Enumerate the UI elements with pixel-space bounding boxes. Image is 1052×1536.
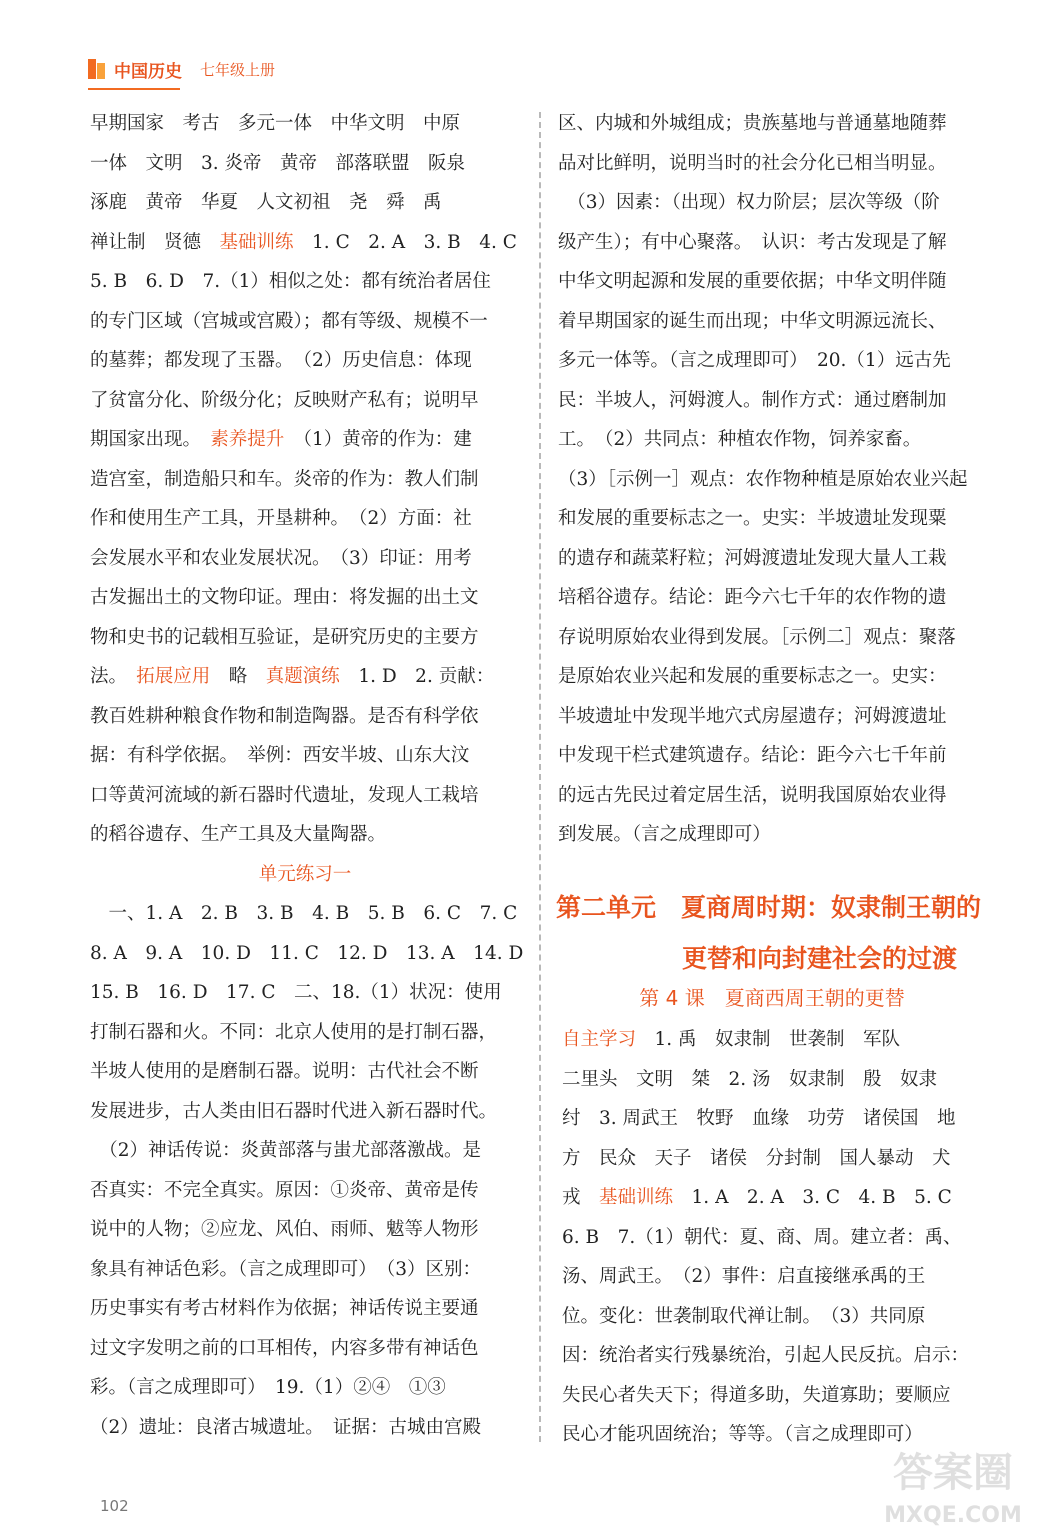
text-line	[558, 657, 990, 697]
text-segment: 说中的人物；②应龙、风伯、雨师、魃等人物形	[90, 1219, 479, 1240]
text-line	[562, 1139, 992, 1179]
exercise-heading: 单元练习一	[258, 863, 352, 885]
text-line	[90, 697, 520, 737]
text-line	[558, 183, 990, 223]
text-segment: 1. C 2. A 3. B 4. C	[293, 231, 517, 253]
text-segment: 到发展。（言之成理即可）	[558, 824, 771, 845]
text-segment: 半坡人使用的是磨制石器。说明：古代社会不断	[90, 1061, 479, 1082]
text-segment: 方 民众 天子 诸侯 分封制 国人暴动 犬	[562, 1147, 951, 1169]
text-line	[558, 815, 990, 855]
text-line	[558, 460, 990, 500]
text-segment: 半坡遗址中发现半地穴式房屋遗存；河姆渡遗址	[558, 705, 947, 727]
text-segment: 了贫富分化、阶级分化；反映财产私有；说明早	[90, 389, 479, 411]
text-segment: 一体 文明 3. 炎帝 黄帝 部落联盟 阪泉	[90, 152, 466, 174]
text-segment: 的稻谷遗存、生产工具及大量陶器。	[90, 824, 387, 845]
text-segment: 教百姓耕种粮食作物和制造陶器。是否有科学依	[90, 705, 479, 727]
text-line	[90, 420, 520, 460]
text-line	[562, 1376, 992, 1416]
text-segment: 作和使用生产工具，开垦耕种。 （2）方面：社	[90, 508, 472, 529]
text-segment: 培稻谷遗存。结论：距今六七千年的农作物的遗	[558, 587, 947, 608]
text-line	[90, 183, 520, 223]
section-tag: 基础训练	[599, 1187, 674, 1208]
text-segment: 汤、周武王。 （2）事件：启直接继承禹的王	[562, 1266, 926, 1287]
section-tag: 拓展应用	[136, 666, 211, 687]
text-segment: 多元一体等。（言之成理即可） 20.（1）远古先	[558, 350, 951, 371]
text-segment: 的墓葬；都发现了玉器。 （2）历史信息：体现	[90, 350, 472, 371]
text-segment: 1. 禹 奴隶制 世袭制 军队	[636, 1029, 901, 1050]
text-line	[90, 815, 520, 855]
text-segment: 的远古先民过着定居生活，说明我国原始农业得	[558, 784, 947, 806]
text-segment: 期国家出现。	[90, 429, 211, 450]
text-segment: 造宫室，制造船只和车。炎帝的作为：教人们制	[90, 468, 479, 490]
text-line	[90, 1052, 520, 1092]
text-line	[558, 539, 990, 579]
text-line	[558, 381, 990, 421]
text-line	[558, 736, 990, 776]
text-segment: 纣 3. 周武王 牧野 血缘 功劳 诸侯国 地	[562, 1108, 956, 1129]
text-segment: 的专门区域（宫城或宫殿）；都有等级、规模不一	[90, 310, 488, 332]
text-segment: 中华文明起源和发展的重要依据；中华文明伴随	[558, 271, 947, 292]
watermark-logo	[878, 1438, 1028, 1530]
unit-title-line1: 第二单元 夏商周时期：奴隶制王朝的	[556, 893, 982, 922]
text-segment: 的遗存和蔬菜籽粒；河姆渡遗址发现大量人工栽	[558, 547, 947, 569]
text-line	[558, 697, 990, 737]
section-tag: 真题演练	[265, 666, 340, 687]
text-line	[90, 657, 520, 697]
text-segment: 会发展水平和农业发展状况。 （3）印证：用考	[90, 547, 472, 569]
text-line	[90, 934, 524, 974]
text-line	[562, 1178, 992, 1218]
text-segment: 因：统治者实行残暴统治，引起人民反抗。启示：	[562, 1345, 970, 1366]
text-segment: 据：有科学依据。 举例：西安半坡、山东大汶	[90, 745, 470, 766]
section-tag: 基础训练	[219, 231, 294, 253]
watermark-domain: MXQE.COM	[884, 1503, 1022, 1528]
text-line	[90, 1289, 520, 1329]
text-line	[562, 1336, 992, 1376]
text-line	[90, 776, 520, 816]
text-segment: 级产生）；有中心聚落。 认识：考古发现是了解	[558, 231, 947, 253]
text-line	[562, 1218, 992, 1258]
page-number: 102	[100, 1497, 129, 1515]
text-line	[90, 223, 520, 263]
column-divider	[539, 112, 541, 1442]
text-line	[90, 1092, 520, 1132]
text-segment: 发展进步，古人类由旧石器时代进入新石器时代。	[90, 1100, 498, 1122]
text-segment: （2）神话传说：炎黄部落与蚩尤部落激战。是	[90, 1140, 482, 1161]
text-line	[90, 104, 520, 144]
text-segment: 失民心者失天下；得道多助，失道寡助；要顺应	[562, 1384, 951, 1406]
text-segment: 一、1. A 2. B 3. B 4. B 5. B 6. C 7. C	[90, 903, 518, 924]
text-segment: 品对比鲜明，说明当时的社会分化已相当明显。	[558, 152, 947, 174]
text-segment: 涿鹿 黄帝 华夏 人文初祖 尧 舜 禹	[90, 192, 442, 213]
text-segment: 古发掘出土的文物印证。理由：将发掘的出土文	[90, 587, 479, 608]
text-line	[558, 776, 990, 816]
text-segment: 存说明原始农业得到发展。［示例二］观点：聚落	[558, 626, 956, 648]
text-segment: 禅让制 贤德	[90, 231, 220, 253]
text-segment: 是原始农业兴起和发展的重要标志之一。史实：	[558, 666, 947, 687]
text-line	[90, 381, 520, 421]
watermark-text: 答案圈	[893, 1450, 1013, 1496]
text-line	[562, 1020, 992, 1060]
text-line	[90, 1408, 520, 1448]
page-header	[88, 54, 275, 84]
text-segment: 和发展的重要标志之一。史实：半坡遗址发现粟	[558, 508, 947, 529]
text-line	[90, 1013, 520, 1053]
right-column	[558, 104, 990, 855]
text-line	[90, 1250, 520, 1290]
text-line	[562, 1060, 992, 1100]
text-line	[558, 223, 990, 263]
text-segment: 过文字发明之前的口耳相传，内容多带有神话色	[90, 1337, 479, 1359]
text-segment: （2）遗址：良渚古城遗址。 证据：古城由宫殿	[90, 1416, 482, 1438]
text-segment: 区、内城和外城组成；贵族墓地与普通墓地随葬	[558, 113, 947, 134]
text-segment: （3）因素：（出现）权力阶层；层次等级（阶	[558, 192, 940, 213]
text-segment: 二里头 文明 桀 2. 汤 奴隶制 殷 奴隶	[562, 1068, 938, 1090]
text-line	[90, 1368, 520, 1408]
text-line	[90, 499, 520, 539]
text-line	[558, 262, 990, 302]
text-line	[558, 104, 990, 144]
text-line	[90, 1171, 520, 1211]
text-segment: 彩。（言之成理即可） 19.（1）②④ ①③	[90, 1377, 446, 1398]
text-line	[90, 578, 520, 618]
text-line	[558, 420, 990, 460]
text-segment: 1. A 2. A 3. C 4. B 5. C	[673, 1187, 952, 1208]
subject-title: 中国历史	[114, 61, 182, 82]
text-line	[562, 1257, 992, 1297]
text-segment: 中发现干栏式建筑遗存。结论：距今六七千年前	[558, 745, 947, 766]
left-column	[90, 104, 524, 1447]
text-line	[90, 144, 520, 184]
text-segment: 否真实：不完全真实。原因：①炎帝、黄帝是传	[90, 1179, 479, 1201]
text-line	[558, 499, 990, 539]
lesson-title: 第 4 课 夏商西周王朝的更替	[639, 986, 905, 1010]
text-line	[562, 1099, 992, 1139]
text-line	[90, 341, 520, 381]
text-segment: 15. B 16. D 17. C 二、18.（1）状况：使用	[90, 982, 502, 1003]
text-segment: 物和史书的记载相互验证，是研究历史的主要方	[90, 626, 479, 648]
text-line	[562, 1297, 992, 1337]
lesson-answers	[562, 1020, 992, 1455]
grade-label: 七年级上册	[200, 60, 276, 79]
text-line	[90, 302, 520, 342]
text-segment: 民：半坡人，河姆渡人。制作方式：通过磨制加	[558, 389, 947, 411]
text-line	[90, 262, 520, 302]
text-segment: 1. D 2. 贡献：	[339, 666, 495, 687]
text-segment: 民心才能巩固统治；等等。（言之成理即可）	[562, 1424, 923, 1445]
text-segment: 略	[210, 666, 266, 687]
section-tag: 自主学习	[562, 1029, 637, 1050]
text-segment: 6. B 7.（1）朝代：夏、商、周。建立者：禹、	[562, 1226, 962, 1248]
text-segment: 早期国家 考古 多元一体 中华文明 中原	[90, 113, 461, 134]
text-line	[90, 1210, 520, 1250]
text-line	[558, 578, 990, 618]
text-segment: 5. B 6. D 7.（1）相似之处：都有统治者居住	[90, 271, 491, 292]
text-segment: 着早期国家的诞生而出现；中华文明源远流长、	[558, 310, 947, 332]
text-line	[90, 736, 520, 776]
text-line	[90, 855, 520, 895]
text-segment: 象具有神话色彩。（言之成理即可） （3）区别：	[90, 1258, 482, 1280]
unit-title	[556, 882, 996, 984]
text-line	[90, 460, 520, 500]
text-segment: 戎	[562, 1187, 600, 1208]
text-segment: （1）黄帝的作为：建	[284, 429, 472, 450]
section-tag: 素养提升	[210, 429, 285, 450]
text-line	[90, 894, 520, 934]
text-segment: 位。变化：世袭制取代禅让制。 （3）共同原	[562, 1305, 926, 1327]
book-logo-icon	[88, 57, 108, 81]
text-line	[90, 618, 520, 658]
text-segment: 工。 （2）共同点：种植农作物，饲养家畜。	[558, 429, 922, 450]
text-segment: 历史事实有考古材料作为依据；神话传说主要通	[90, 1298, 479, 1319]
text-line	[558, 341, 990, 381]
text-line	[558, 618, 990, 658]
text-line	[90, 1131, 520, 1171]
text-segment: 口等黄河流域的新石器时代遗址，发现人工栽培	[90, 784, 479, 806]
text-segment: （3）［示例一］观点：农作物种植是原始农业兴起	[558, 468, 968, 490]
text-line	[90, 973, 520, 1013]
text-line	[558, 302, 990, 342]
text-line	[90, 1329, 520, 1369]
unit-title-line2: 更替和向封建社会的过渡	[682, 944, 958, 973]
text-segment: 8. A 9. A 10. D 11. C 12. D 13. A 14. D	[90, 942, 524, 964]
header-underline	[88, 88, 180, 90]
text-segment: 打制石器和火。不同：北京人使用的是打制石器，	[90, 1021, 498, 1043]
text-line	[558, 144, 990, 184]
text-line	[90, 539, 520, 579]
text-segment: 法。	[90, 666, 137, 687]
